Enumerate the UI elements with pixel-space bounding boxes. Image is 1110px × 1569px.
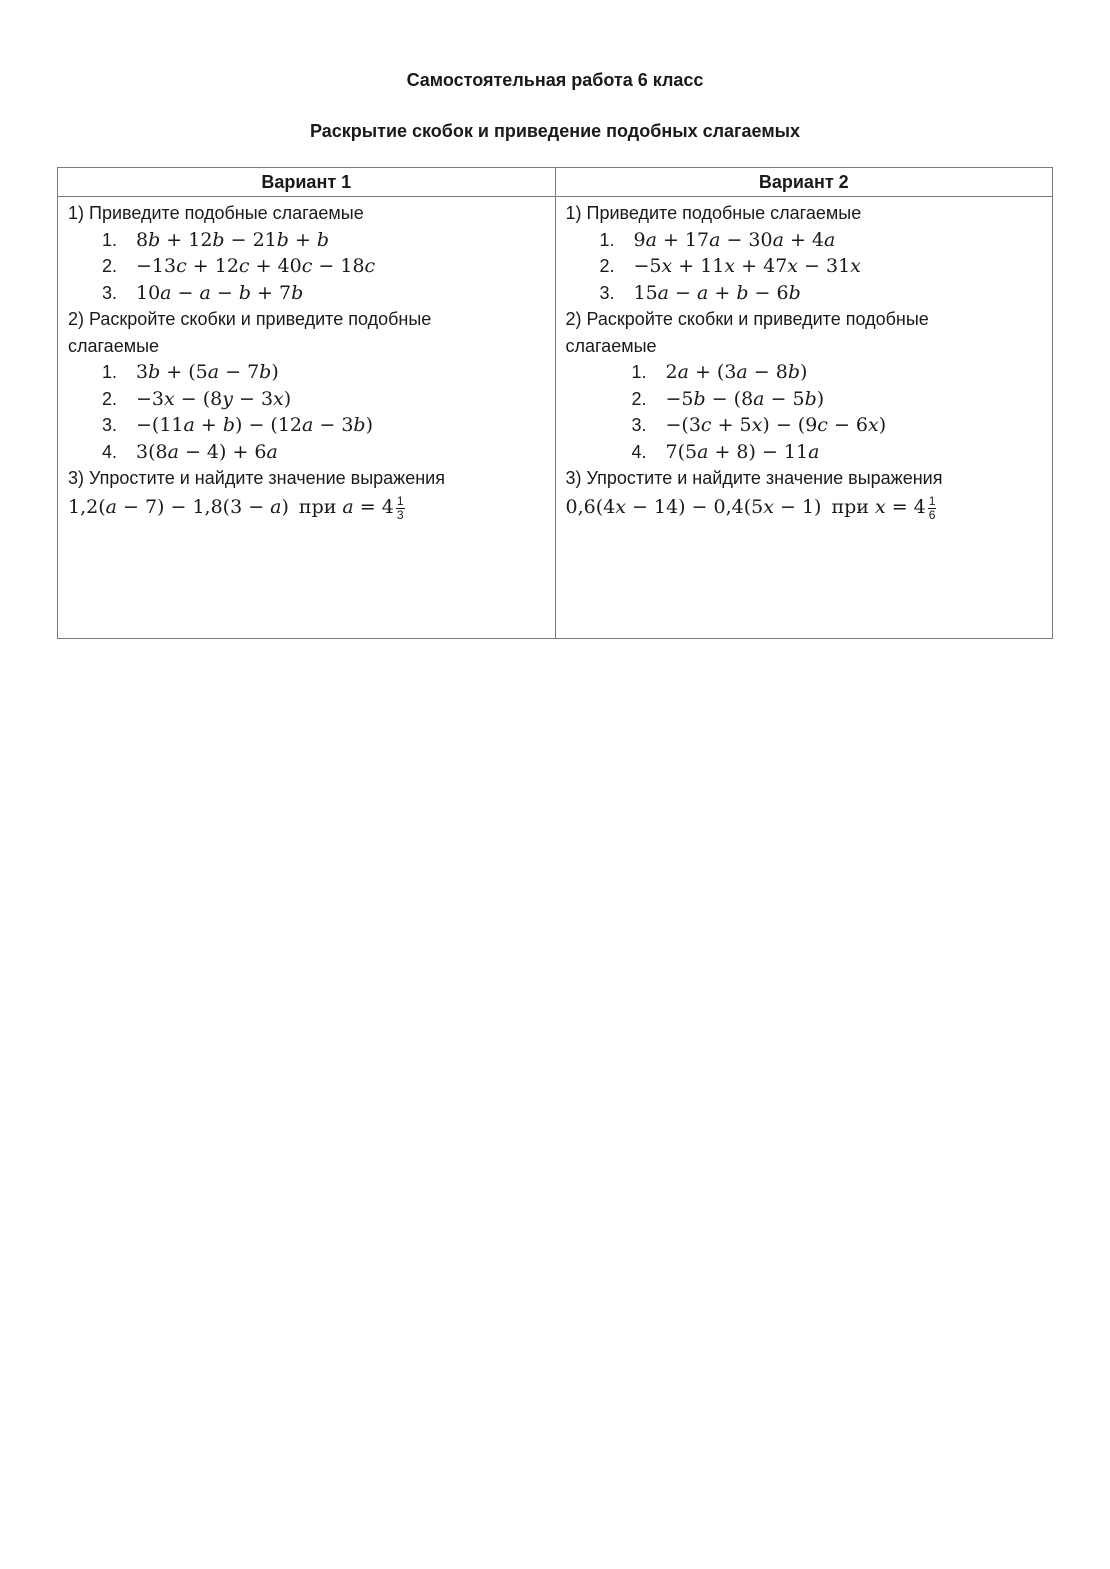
worksheet-title: Самостоятельная работа 6 класс [406, 70, 704, 90]
list-item [566, 412, 1043, 439]
list-item [68, 386, 545, 413]
fraction-denominator: 6 [928, 508, 936, 523]
fraction-numerator: 1 [928, 494, 936, 509]
item-number: 2. [102, 256, 118, 276]
task2-list [68, 359, 545, 465]
list-item [68, 227, 545, 254]
task1-prompt: 1) Приведите подобные слагаемые [68, 203, 364, 223]
item-number: 3. [102, 282, 118, 303]
task3-expression-line [68, 494, 545, 522]
list-item [566, 227, 1043, 254]
fraction-denominator: 3 [396, 508, 404, 523]
item-number: 2. [599, 256, 615, 276]
variant-2-cell [555, 197, 1053, 639]
expression: −5𝑥 + 11𝑥 + 47𝑥 − 31𝑥 [633, 255, 861, 277]
expression: −(3𝑐 + 5𝑥) − (9𝑐 − 6𝑥) [665, 414, 887, 436]
condition-value: 𝑥 = 4 [874, 495, 926, 518]
list-item [68, 280, 545, 307]
list-item [566, 280, 1043, 307]
task3-prompt: 3) Упростите и найдите значение выражения [68, 468, 445, 488]
item-number: 4. [102, 441, 118, 462]
expression: 7(5𝑎 + 8) − 11𝑎 [665, 440, 820, 463]
list-item [566, 359, 1043, 386]
table-body-row [58, 197, 1053, 639]
expression: 3𝑏 + (5𝑎 − 7𝑏) [136, 361, 279, 383]
item-number: 1. [599, 229, 615, 250]
fraction [396, 495, 405, 522]
task1-prompt: 1) Приведите подобные слагаемые [565, 203, 862, 223]
variant-2-heading: Вариант 2 [555, 168, 1053, 197]
task2-list [566, 359, 1043, 465]
fraction [928, 495, 937, 522]
task1-list [68, 227, 545, 307]
expression: 9𝑎 + 17𝑎 − 30𝑎 + 4𝑎 [633, 228, 836, 251]
list-item [68, 412, 545, 439]
task2-prompt-line1: 2) Раскройте скобки и приведите подобные [565, 309, 929, 329]
task1-list [566, 227, 1043, 307]
condition-value: 𝑎 = 4 [342, 495, 394, 518]
item-number: 1. [631, 362, 647, 382]
task2-prompt-line1: 2) Раскройте скобки и приведите подобные [68, 309, 432, 329]
worksheet-subtitle: Раскрытие скобок и приведение подобных слагаемых [309, 121, 801, 141]
expression: −3𝑥 − (8𝑦 − 3𝑥) [136, 387, 292, 410]
variant-1-heading: Вариант 1 [58, 168, 556, 197]
item-number: 4. [631, 441, 647, 462]
fraction-numerator: 1 [396, 494, 404, 509]
expression: 8𝑏 + 12𝑏 − 21𝑏 + 𝑏 [136, 228, 330, 251]
list-item [566, 439, 1043, 466]
expression: −(11𝑎 + 𝑏) − (12𝑎 − 3𝑏) [136, 414, 373, 436]
item-number: 3. [599, 282, 615, 303]
variant-1-cell [58, 197, 556, 639]
list-item [566, 253, 1043, 280]
task3-expression: 1,2(𝑎 − 7) − 1,8(3 − 𝑎) [68, 495, 289, 518]
task2-prompt-line2: слагаемые [68, 335, 160, 356]
item-number: 1. [102, 229, 118, 250]
task3-expression: 0,6(4𝑥 − 14) − 0,4(5𝑥 − 1) [565, 495, 822, 518]
expression: −13𝑐 + 12𝑐 + 40𝑐 − 18𝑐 [136, 255, 376, 277]
expression: 2𝑎 + (3𝑎 − 8𝑏) [665, 361, 808, 383]
item-number: 2. [631, 388, 647, 409]
task3-expression-line [566, 494, 1043, 522]
expression: 15𝑎 − 𝑎 + 𝑏 − 6𝑏 [633, 281, 801, 304]
table-header-row [58, 168, 1053, 197]
item-number: 3. [631, 415, 647, 435]
expression: 3(8𝑎 − 4) + 6𝑎 [136, 440, 278, 463]
condition-word: при [831, 495, 869, 518]
list-item [68, 439, 545, 466]
expression: −5𝑏 − (8𝑎 − 5𝑏) [665, 387, 825, 410]
list-item [566, 386, 1043, 413]
list-item [68, 359, 545, 386]
expression: 10𝑎 − 𝑎 − 𝑏 + 7𝑏 [136, 281, 304, 304]
list-item [68, 253, 545, 280]
task2-prompt-line2: слагаемые [565, 335, 657, 356]
condition-word: при [298, 495, 337, 518]
task3-prompt: 3) Упростите и найдите значение выражения [565, 468, 943, 488]
item-number: 1. [102, 362, 118, 382]
variants-table [57, 167, 1053, 639]
item-number: 3. [102, 415, 118, 435]
item-number: 2. [102, 388, 118, 409]
